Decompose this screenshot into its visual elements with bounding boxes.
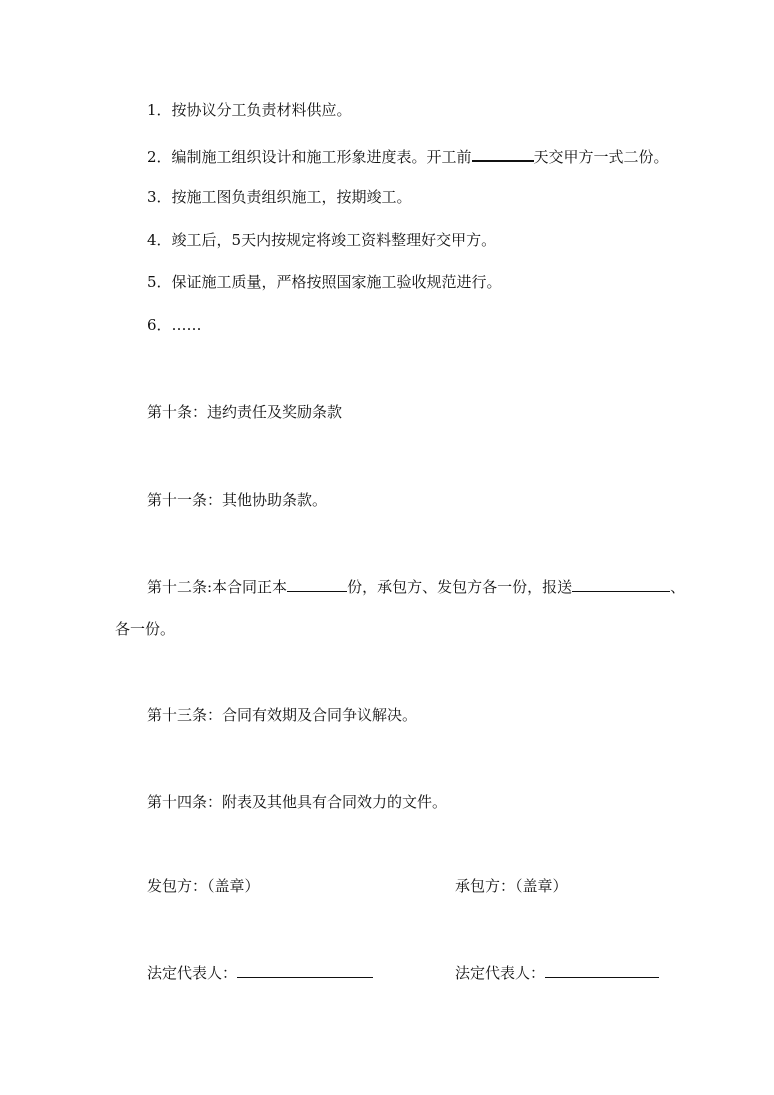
article-12-part-1: 第十二条:本合同正本 bbox=[147, 578, 288, 596]
item-6: 6．…… bbox=[147, 316, 202, 334]
submit-to-blank[interactable] bbox=[572, 576, 670, 592]
item-2-text-after: 天交甲方一式二份。 bbox=[533, 148, 669, 166]
article-11: 第十一条：其他协助条款。 bbox=[147, 491, 328, 509]
legal-rep-left bbox=[147, 962, 373, 983]
article-12-part-2: 份，承包方、发包方各一份，报送 bbox=[347, 578, 573, 596]
article-12-line-2: 各一份。 bbox=[115, 620, 176, 638]
article-10: 第十条：违约责任及奖励条款 bbox=[147, 403, 343, 421]
legal-rep-left-blank[interactable] bbox=[237, 962, 373, 978]
article-12-part-3: 、 bbox=[670, 578, 686, 596]
contractor-seal: 承包方：（盖章） bbox=[455, 877, 568, 895]
legal-rep-left-label: 法定代表人： bbox=[147, 964, 238, 982]
item-2-text-before: 2．编制施工组织设计和施工形象进度表。开工前 bbox=[147, 148, 472, 166]
legal-rep-right-label: 法定代表人： bbox=[455, 964, 546, 982]
employer-seal: 发包方：（盖章） bbox=[147, 877, 260, 895]
article-12 bbox=[147, 576, 685, 597]
item-5: 5．保证施工质量，严格按照国家施工验收规范进行。 bbox=[147, 273, 502, 291]
article-13: 第十三条：合同有效期及合同争议解决。 bbox=[147, 706, 418, 724]
item-2 bbox=[147, 145, 669, 167]
copies-blank[interactable] bbox=[287, 576, 347, 592]
legal-rep-right-blank[interactable] bbox=[545, 962, 659, 978]
days-blank[interactable] bbox=[472, 145, 534, 162]
item-3: 3．按施工图负责组织施工，按期竣工。 bbox=[147, 188, 412, 206]
item-1: 1．按协议分工负责材料供应。 bbox=[147, 101, 352, 119]
legal-rep-right bbox=[455, 962, 659, 983]
article-14: 第十四条：附表及其他具有合同效力的文件。 bbox=[147, 793, 448, 811]
item-4: 4．竣工后，5天内按规定将竣工资料整理好交甲方。 bbox=[147, 231, 497, 249]
